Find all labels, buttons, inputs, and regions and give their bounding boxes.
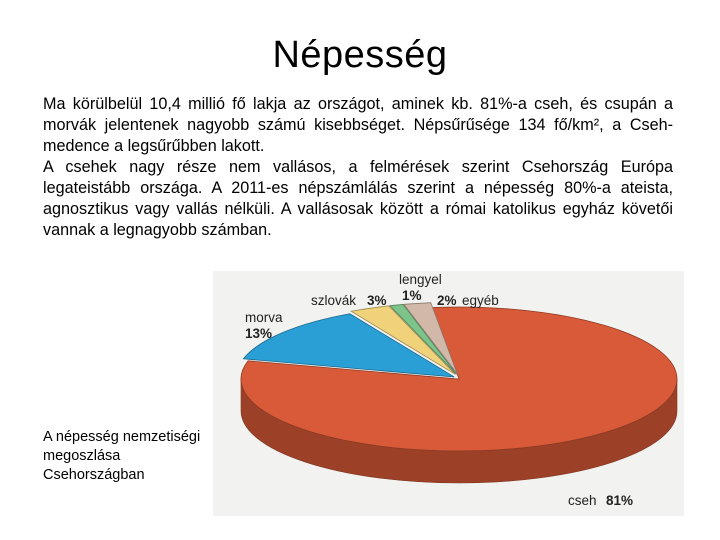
slice-label-cseh: cseh — [568, 493, 597, 508]
pie-chart — [213, 271, 684, 516]
figure-caption: A népesség nemzetiségi megoszlása Csehországban — [43, 429, 201, 483]
slice-label-szlovák: szlovák — [311, 293, 357, 308]
slice-value-egyéb: 2% — [437, 293, 457, 308]
page-title: Népesség — [272, 34, 448, 76]
slice-value-lengyel: 1% — [402, 288, 422, 303]
slice-label-morva: morva — [245, 310, 283, 325]
paragraph-religion: A csehek nagy része nem vallásos, a felmérések szerint Csehország Európa legateistább országa. A 2011-es népszámlálás szerint a népesség 80%-a ateista, agnosztikus vagy vallás nélküli. A vallásosak között a római katolikus egyház követői vannak a legnagyobb számban. — [43, 158, 673, 239]
body-text — [43, 94, 673, 241]
slice-value-szlovák: 3% — [367, 293, 387, 308]
pie-chart-figure — [213, 271, 684, 516]
slice-label-egyéb: egyéb — [462, 293, 499, 308]
slice-label-lengyel: lengyel — [399, 272, 442, 287]
slice-value-cseh: 81% — [606, 493, 634, 508]
slice-value-morva: 13% — [245, 326, 273, 341]
paragraph-population: Ma körülbelül 10,4 millió fő lakja az országot, aminek kb. 81%-a cseh, és csupán a morvák jelentenek nagyobb számú kisebbséget. Népsűrűsége 134 fő/km², a Cseh-medence a legsűrűbben lakott. — [43, 95, 673, 155]
